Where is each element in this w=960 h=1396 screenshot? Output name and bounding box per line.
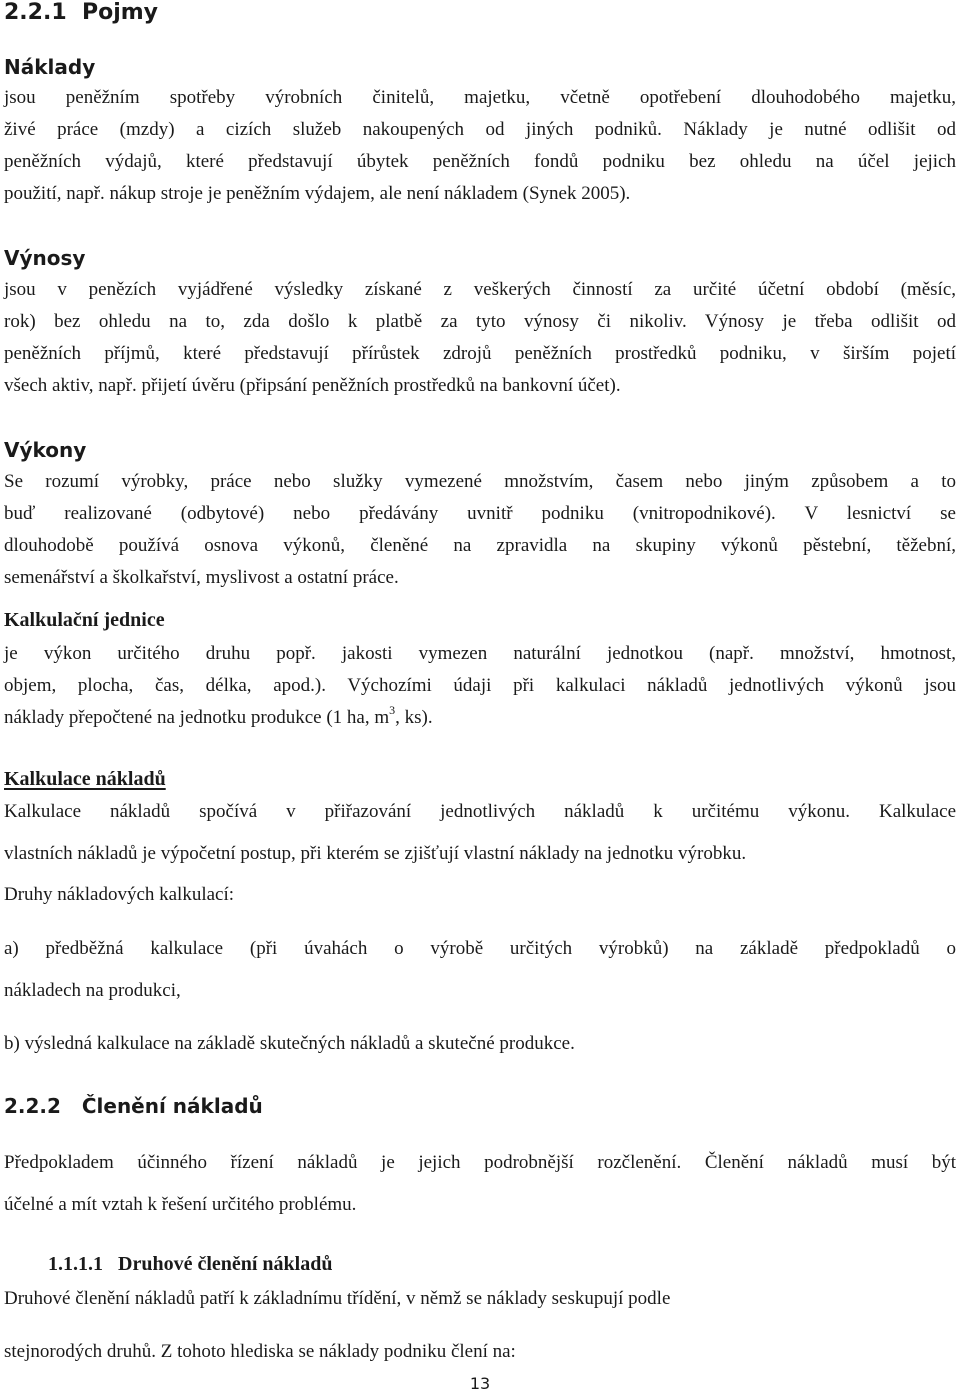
page-number: 13 — [469, 1374, 491, 1393]
text-line: živé práce (mzdy) a cizích služeb nakoupených od jiných podniků. Náklady je nutné odlišit od — [4, 119, 956, 140]
section-title: Členění nákladů — [81, 1094, 263, 1118]
paragraph-vykony — [4, 466, 956, 594]
text-line: všech aktiv, např. přijetí úvěru (připsání peněžních prostředků na bankovní účet). — [4, 375, 621, 396]
paragraph-vynosy — [4, 274, 956, 402]
section-number: 1.1.1.1 — [48, 1253, 103, 1275]
text-line: peněžních příjmů, které představují přírůstek zdrojů peněžních prostředků podniku, v širším pojetí — [4, 343, 956, 364]
text-line: Předpokladem účinného řízení nákladů je jejich podrobnější rozčlenění. Členění nákladů musí být — [4, 1152, 956, 1173]
section-title: Pojmy — [81, 0, 159, 25]
text-line: Kalkulace nákladů spočívá v přiřazování jednotlivých nákladů k určitému výkonu. Kalkulace — [4, 801, 956, 822]
section-heading-2-2-2 — [4, 1092, 263, 1120]
text-line: Druhy nákladových kalkulací: — [4, 884, 235, 905]
section-number: 2.2.2 — [4, 1094, 61, 1118]
term-heading-naklady: Náklady — [4, 55, 96, 79]
section-heading-1-1-1-1 — [48, 1250, 332, 1278]
text-line: dlouhodobě používá osnova výkonů, členěné na zpravidla na skupiny výkonů pěstební, těžební, — [4, 535, 956, 556]
text-line: semenářství a školkařství, myslivost a ostatní práce. — [4, 567, 399, 588]
text-line: buď realizované (odbytové) nebo předávány uvnitř podniku (vnitropodnikové). V lesnictví se — [4, 503, 956, 524]
text-line: Druhové členění nákladů patří k základnímu třídění, v němž se náklady seskupují podle — [4, 1288, 671, 1309]
text-line: rok) bez ohledu na to, zda došlo k platbě za tyto výnosy či nikoliv. Výnosy je třeba odlišit od — [4, 311, 956, 332]
section-title: Druhové členění nákladů — [118, 1253, 333, 1275]
text-line: použití, např. nákup stroje je peněžním výdajem, ale není nákladem (Synek 2005). — [4, 183, 631, 204]
text-line — [4, 702, 956, 734]
text-line: peněžních výdajů, které představují úbytek peněžních fondů podniku bez ohledu na účel jejich — [4, 151, 956, 172]
text-line: stejnorodých druhů. Z tohoto hlediska se náklady podniku člení na: — [4, 1341, 516, 1362]
text-line: je výkon určitého druhu popř. jakosti vymezen naturální jednotkou (např. množství, hmotnost, — [4, 643, 956, 664]
section-number: 2.2.1 — [4, 0, 67, 25]
text-segment: , ks). — [395, 707, 433, 728]
list-item-a-continuation: nákladech na produkci, — [4, 980, 181, 1001]
list-item-a: a) předběžná kalkulace (při úvahách o výrobě určitých výrobků) na základě předpokladů o — [4, 938, 956, 959]
text-line: účelné a mít vztah k řešení určitého problému. — [4, 1194, 357, 1215]
paragraph-kalkulacni-jednice — [4, 638, 956, 734]
text-segment: náklady přepočtené na jednotku produkce (1 ha, m — [4, 707, 390, 728]
text-line: Se rozumí výrobky, práce nebo služky vymezené množstvím, časem nebo jiným způsobem a to — [4, 471, 956, 492]
paragraph-naklady — [4, 82, 956, 210]
text-line: objem, plocha, čas, délka, apod.). Výchozími údaji při kalkulaci nákladů jednotlivých výkonů jsou — [4, 675, 956, 696]
text-line: vlastních nákladů je výpočetní postup, při kterém se zjišťují vlastní náklady na jednotku výrobku. — [4, 843, 747, 864]
text-line: jsou v penězích vyjádřené výsledky získané z veškerých činností za určité účetní období (měsíc, — [4, 279, 956, 300]
section-heading-2-2-1 — [4, 0, 158, 26]
text-line: jsou peněžním spotřeby výrobních činitelů, majetku, včetně opotřebení dlouhodobého majetku, — [4, 87, 956, 108]
term-heading-kalkulacni-jednice: Kalkulační jednice — [4, 609, 165, 631]
term-heading-vykony: Výkony — [4, 438, 87, 462]
list-item-b: b) výsledná kalkulace na základě skutečných nákladů a skutečné produkce. — [4, 1033, 575, 1054]
term-heading-kalkulace-nakladu: Kalkulace nákladů — [4, 768, 166, 790]
superscript: 3 — [389, 702, 396, 717]
term-heading-vynosy: Výnosy — [4, 246, 86, 270]
